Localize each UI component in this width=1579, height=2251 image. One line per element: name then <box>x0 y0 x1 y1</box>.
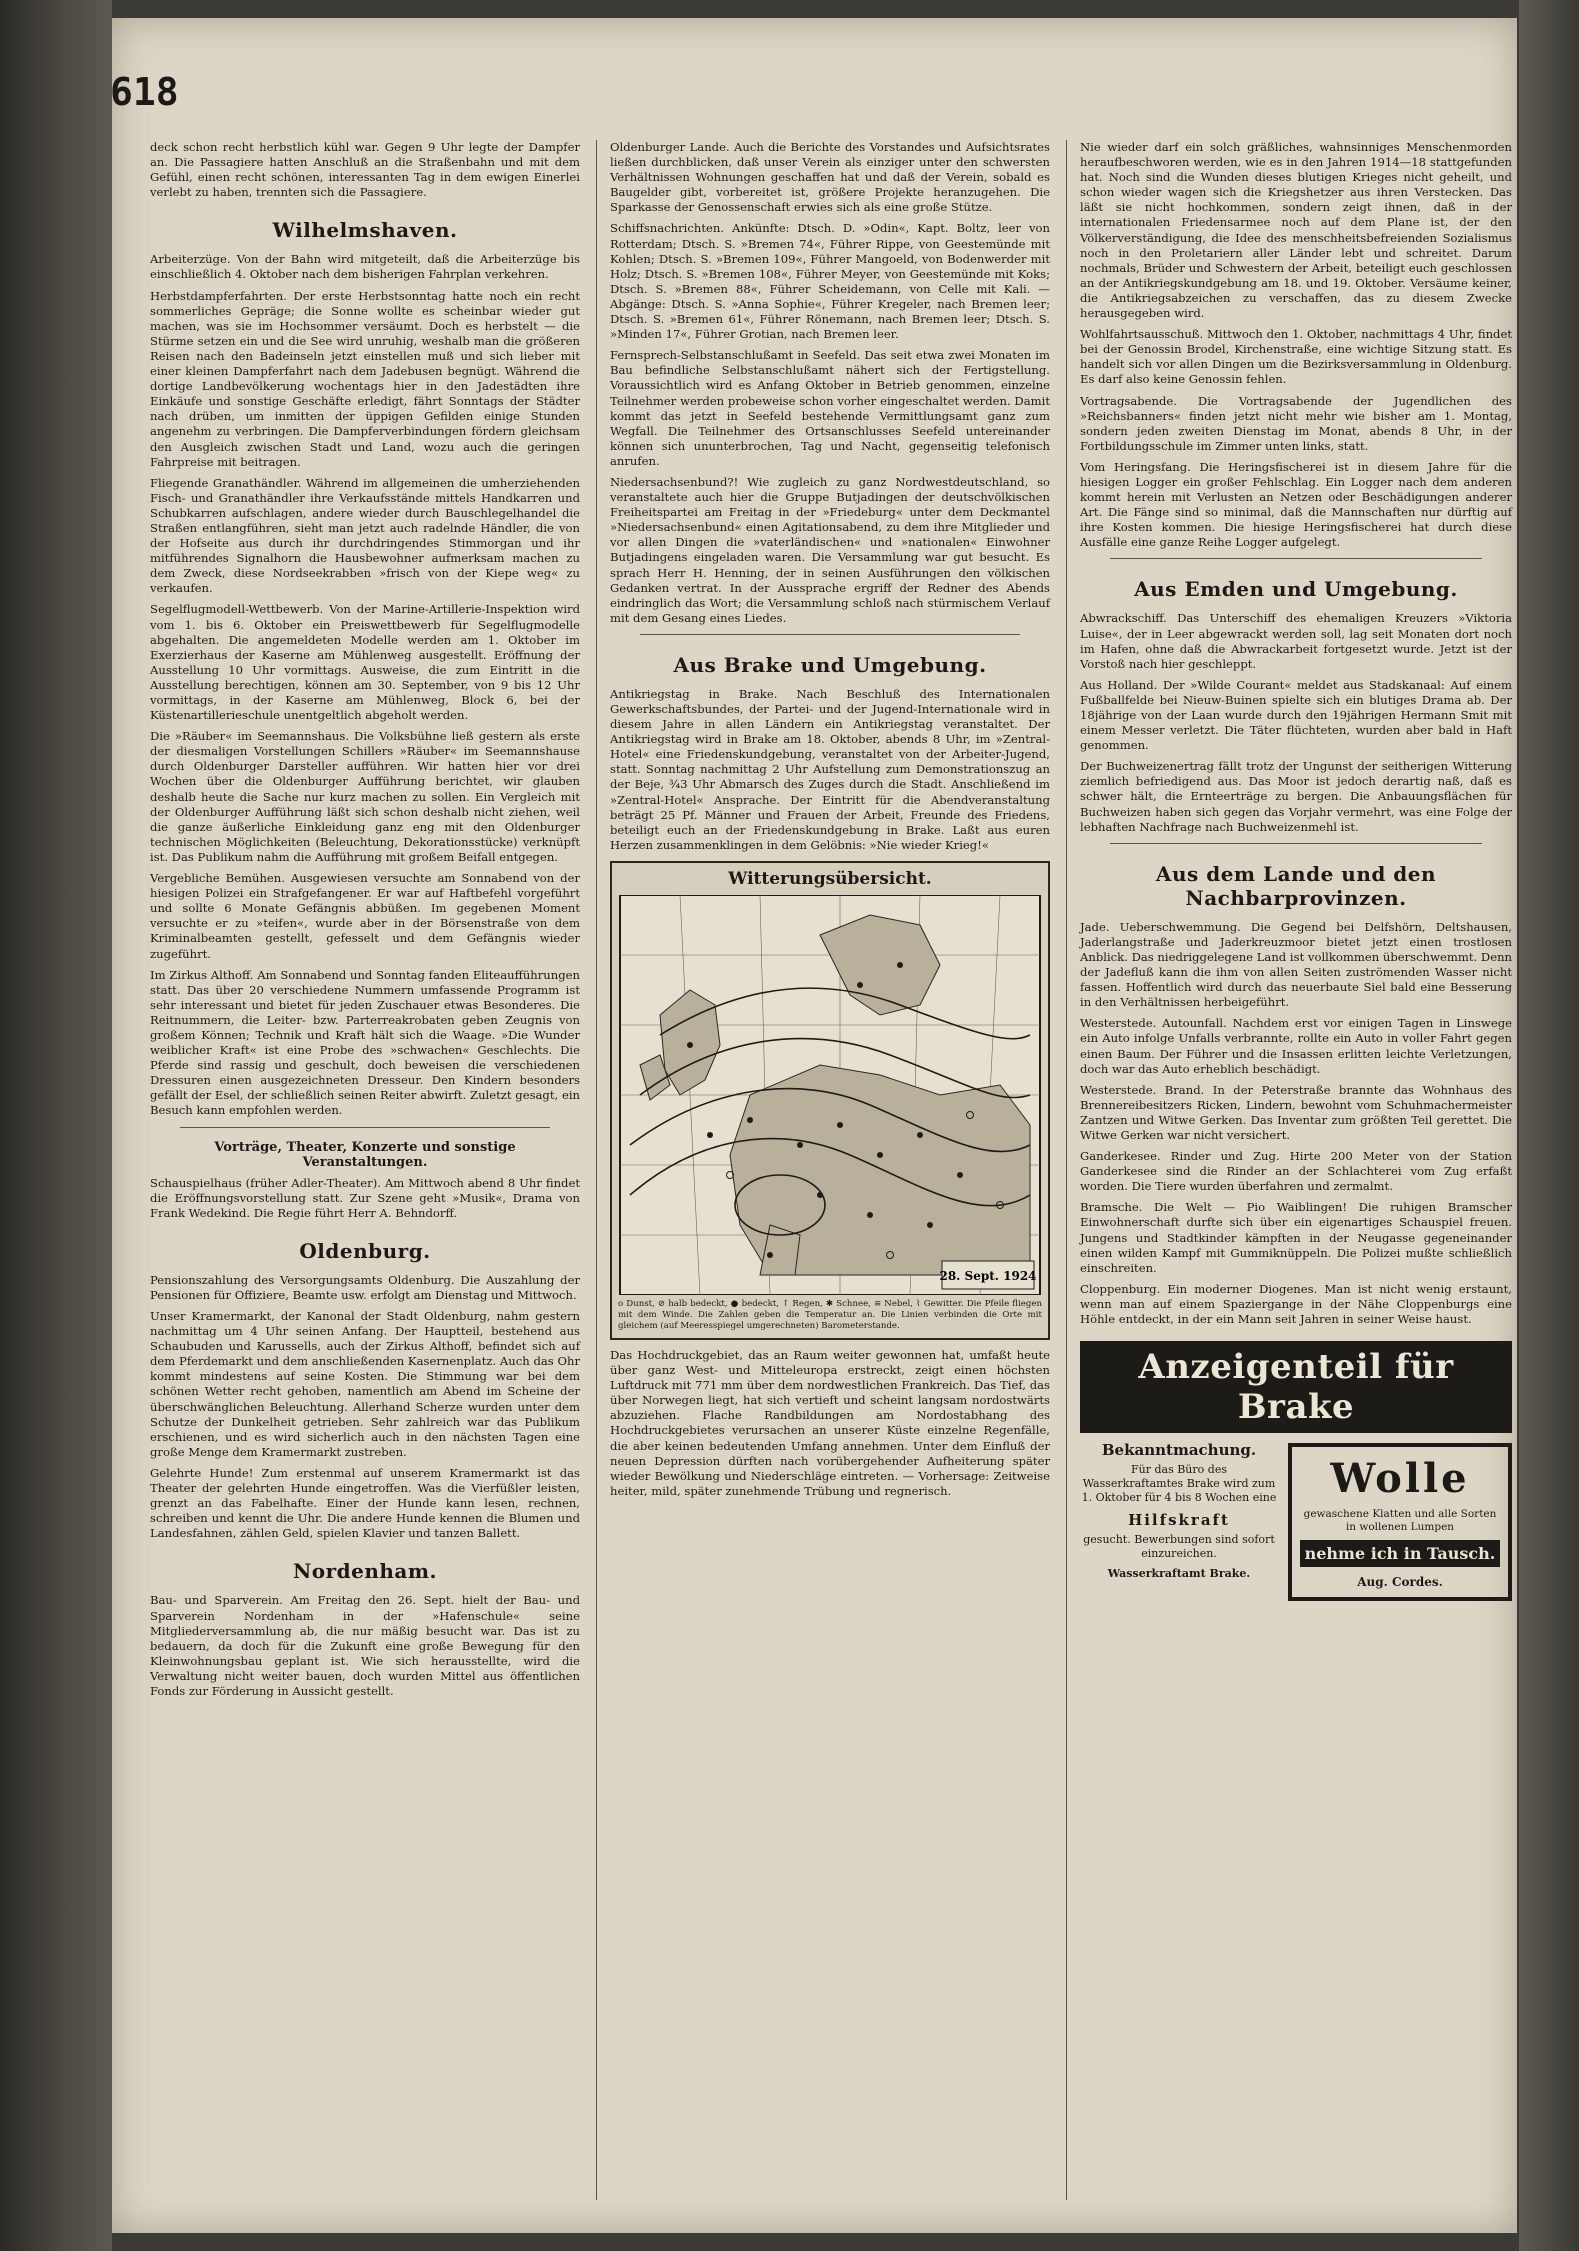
section-heading: Nordenham. <box>292 1559 438 1584</box>
notice-text-2: gesucht. Bewerbungen sind sofort einzureichen. <box>1083 1533 1275 1561</box>
divider <box>180 1127 550 1128</box>
article-paragraph: Bau- und Sparverein. Am Freitag den 26. Sept. hielt der Bau- und Sparverein Nordenham in der »Hafenschule« seine Mitgliederversammlung ab, die nur mäßig besucht war. Das ist zu bedauern, da doch für die Zukunft eine große Bewegung für den Kleinwohnungsbau geplant ist. Wie sich herausstellte, wird die Verwaltung nicht weiter bauen, doch wurden Mittel aus öffentlichen Fonds zur Förderung in Aussicht gestellt. <box>150 1593 580 1698</box>
wool-cta: nehme ich in Tausch. <box>1300 1540 1500 1567</box>
article-paragraph: Im Zirkus Althoff. Am Sonnabend und Sonntag fanden Eliteaufführungen statt. Das über 20 verschiedene Nummern umfassende Programm ist sehr interessant und bietet für jeden Zuschauer etwas Besonderes. Die Reitnummern, die Leiter- bzw. Parterreakrobaten geben Zeugnis von großem Können; Technik und Kraft hält sich die Waage. »Die Wunder weiblicher Kraft« ist eine Probe des »schwachen« Geschlechts. Die Pferde sind rassig und geschult, doch beweisen die verschiedenen Dressuren einen ausgezeichneten Dresseur. Den Kindern besonders gefällt der Esel, der schließlich seinen Reiter abwirft. Zuletzt gesagt, ein Besuch kann empfohlen werden. <box>150 967 580 1118</box>
book-binding-left <box>0 0 112 2251</box>
map-date: 28. Sept. 1924 <box>939 1268 1037 1283</box>
weather-map <box>618 895 1042 1295</box>
article-paragraph: Westerstede. Brand. In der Peterstraße brannte das Wohnhaus des Brennereibesitzers Ricken, Lindern, bewohnt vom Schuhmachermeister Zantzen und Witwe Gerken. Das Inventar zum größten Teil gerettet. Die Witwe Gerken war nicht versichert. <box>1080 1082 1512 1142</box>
article-paragraph: Fernsprech-Selbstanschlußamt in Seefeld. Das seit etwa zwei Monaten im Bau befindliche Selbstanschlußamt nähert sich der Fertigstellung. Voraussichtlich wird es Anfang Oktober in Betrieb genommen, einzelne Teilnehmer werden probeweise schon vorher eingeschaltet werden. Damit kommt das jetzt in Seefeld bestehende Vermittlungsamt ganz zum Wegfall. Die Teilnehmer des Ortsanschlusses Seefeld untereinander können sich ununterbrochen, Tag und Nacht, gegenseitig telefonisch anrufen. <box>610 348 1050 468</box>
article-paragraph: Niedersachsenbund?! Wie zugleich zu ganz Nordwestdeutschland, so veranstaltete auch hier die Gruppe Butjadingen der deutschvölkischen Freiheitspartei am Freitag in der »Friedeburg« unter dem Deckmantel »Niedersachsenbund« einen Agitationsabend, zu dem ihre Mitglieder und vor allen Dingen die »vaterländischen« und »nationalen« Einwohner Butjadingens eingeladen waren. Die Versammlung war gut besucht. Es sprach Herr H. Henning, der in seinen Ausführungen den völkischen Gedanken vertrat. In der Aussprache ergriff der Redner des Abends eindringlich das Wort; die Versammlung schloß nach stürmischem Verlauf mit dem Gesang eines Liedes. <box>610 474 1050 625</box>
section-heading: Aus Brake und Umgebung. <box>673 652 987 677</box>
divider <box>640 634 1020 635</box>
article-paragraph: Abwrackschiff. Das Unterschiff des ehemaligen Kreuzers »Viktoria Luise«, der in Leer abgewrackt werden soll, lag seit Monaten dort noch im Hafen, ohne daß die Abwrackarbeit fortgesetzt wurde. Jetzt ist der Vorstoß nach hier geschleppt. <box>1080 611 1512 671</box>
ad-section-banner: Anzeigenteil für Brake <box>1080 1341 1512 1433</box>
section-heading: Wilhelmshaven. <box>272 218 458 243</box>
column-rule <box>1066 140 1067 2200</box>
article-paragraph: Der Buchweizenertrag fällt trotz der Ungunst der seitherigen Witterung ziemlich befriedigend aus. Das Moor ist jedoch derartig naß, daß es schwer hält, die Ernteerträge zu bergen. Die Anbauungsflächen für Buchweizen haben sich gegen das Vorjahr vermehrt, was eine Folge der lebhaften Nachfrage nach Buchweizenmehl ist. <box>1080 759 1512 834</box>
article-paragraph: Das Hochdruckgebiet, das an Raum weiter gewonnen hat, umfaßt heute über ganz West- und Mitteleuropa erstreckt, zeigt einen höchsten Luftdruck mit 771 mm über dem nordwestlichen Frankreich. Das Tief, das über Norwegen liegt, hat sich vertieft und scheint langsam nordostwärts abzuziehen. Flache Randbildungen am Nordostabhang des Hochdruckgebietes verursachen an unserer Küste einzelne Regenfälle, die aber keinen bedeutenden Umfang annehmen. Unter dem Einfluß der neuen Depression dürften nach vorübergehender Aufheiterung später wieder Bewölkung und Niederschläge eintreten. — Vorhersage: Zeitweise heiter, mild, später zunehmende Trübung und regnerisch. <box>610 1347 1050 1498</box>
article-paragraph: Vergebliche Bemühen. Ausgewiesen versuchte am Sonnabend von der hiesigen Polizei ein Strafgefangener. Er war auf Haftbefehl vorgeführt und sollte 6 Monate Gefängnis abbüßen. Im gegebenen Moment versuchte er zu »teifen«, wurde aber in der Börsenstraße von dem Kriminalbeamten gestellt, gefesselt und dem Gefängnis wieder zugeführt. <box>150 871 580 961</box>
wool-title: Wolle <box>1330 1455 1470 1503</box>
article-paragraph: Vortragsabende. Die Vortragsabende der Jugendlichen des »Reichsbanners« finden jetzt nicht mehr wie bisher am 1. Montag, sondern jeden zweiten Dienstag im Monat, abends 8 Uhr, in der Fortbildungsschule im Zimmer unten links, statt. <box>1080 393 1512 453</box>
book-binding-right <box>1519 0 1579 2251</box>
map-legend: o Dunst, ⊘ halb bedeckt, ● bedeckt, ↑ Regen, ✱ Schnee, ≡ Nebel, ⌇ Gewitter. Die Pfeile fliegen mit dem Winde. Die Zahlen geben die Temperatur an. Die Linien verbinden die Orte mit gleichem (auf Meeresspiegel umgerechneten) Barometerstande. <box>618 1298 1042 1331</box>
column-2 <box>610 140 1050 1505</box>
article-paragraph: Die »Räuber« im Seemannshaus. Die Volksbühne ließ gestern als erste der diesmaligen Vorstellungen Schillers »Räuber« im Seemannshause durch Oldenburger Darsteller aufführen. Wir hatten hier vor drei Wochen über die Oldenburger Aufführung berichtet, wir glauben deshalb heute die Sache nur kurz machen zu sollen. Ein Vergleich mit der Oldenburger Aufführung läßt sich schon deshalb nicht ziehen, weil die ganze äußerliche Einkleidung ganz eng mit den Oldenburger technischen Möglichkeiten (Beleuchtung, Dekorationsstücke) verknüpft ist. Das Publikum nahm die Aufführung mit großem Beifall entgegen. <box>150 729 580 864</box>
notice-text: Für das Büro des Wasserkraftamtes Brake wird zum 1. Oktober für 4 bis 8 Wochen eine <box>1081 1463 1277 1505</box>
article-paragraph: Antikriegstag in Brake. Nach Beschluß des Internationalen Gewerkschaftsbundes, der Partei- und der Jugend-Internationale wird in diesem Jahre in allen Ländern ein Antikriegstag veranstaltet. Der Antikriegstag wird in Brake am 18. Oktober, abends 8 Uhr, im »Zentral-Hotel« eine Friedenskundgebung, veranstaltet von der Arbeiter-Jugend, statt. Sonntag nachmittag 2 Uhr Aufstellung zum Demonstrationszug an der Beje, ¾3 Uhr Abmarsch des Zuges durch die Stadt. Anschließend im »Zentral-Hotel« Ansprache. Der Eintritt für die Abendveranstaltung beträgt 25 Pf. Männer und Frauen der Arbeit, Freunde des Friedens, beteiligt euch an der Friedenskundgebung in Brake. Laßt aus euren Herzen zusammenklingen in dem Gelöbnis: »Nie wieder Krieg!« <box>610 686 1050 852</box>
notice-label: Hilfskraft <box>1128 1511 1230 1530</box>
wool-text: gewaschene Klatten und alle Sorten in wollenen Lumpen <box>1303 1508 1497 1534</box>
article-paragraph: Gelehrte Hunde! Zum erstenmal auf unserem Kramermarkt ist das Theater der gelehrten Hunde eingetroffen. Was die Vierfüßler leisten, grenzt an das Fabelhafte. Einer der Hunde kann lesen, rechnen, schreiben und kennt die Uhr. Die andere Hunde kennen die Blumen und Landesfahnen, zählen Geld, spielen Klavier und tanzen Ballett. <box>150 1465 580 1541</box>
article-paragraph: Aus Holland. Der »Wilde Courant« meldet aus Stadskanaal: Auf einem Fußballfelde bei Nieuw-Buinen spielte sich ein blutiges Drama ab. Der 18jährige von der Laan wurde durch den 19jährigen Hermann Smit mit einem Messer verletzt. Die Täter flüchteten, wurden aber bald in Haft genommen. <box>1080 677 1512 753</box>
weather-title: Witterungsübersicht. <box>728 868 932 889</box>
article-paragraph: Ganderkesee. Rinder und Zug. Hirte 200 Meter von der Station Ganderkesee sind die Rinder an der Schlachterei vom Zug erfaßt worden. Die Tiere wurden überfahren und zermalmt. <box>1080 1149 1512 1194</box>
column-3 <box>1080 140 1512 1601</box>
divider <box>1110 843 1482 844</box>
wool-signature: Aug. Cordes. <box>1357 1575 1443 1590</box>
weather-map-box <box>610 861 1050 1340</box>
article-paragraph: Unser Kramermarkt, der Kanonal der Stadt Oldenburg, nahm gestern nachmittag um 4 Uhr seinen Anfang. Der Hauptteil, bestehend aus Schaubuden und Karussells, auch der Zirkus Althoff, befindet sich auf dem Pferdemarkt und dem anschließenden Kasernenplatz. Auch das Ohr kommt mindestens auf seine Kosten. Die Stimmung war bei dem schönen Wetter recht gehoben, namentlich am Abend im Scheine der überschwänglichen Beleuchtung. Allerhand Scherze wurden unter dem Schutze der Dunkelheit getrieben. Sehr zahlreich war das Publikum erschienen, und es wird sicherlich auch in den nächsten Tagen eine große Menge dem Kramermarkt zustreben. <box>150 1309 580 1459</box>
divider <box>1110 558 1482 559</box>
notice-title: Bekanntmachung. <box>1101 1441 1257 1460</box>
section-heading: Aus Emden und Umgebung. <box>1134 577 1458 602</box>
ad-row <box>1080 1443 1512 1601</box>
article-paragraph: Jade. Ueberschwemmung. Die Gegend bei Delfshörn, Deltshausen, Jaderlangstraße und Jaderkreuzmoor bietet jetzt einen trostlosen Anblick. Das niedriggelegene Land ist vollkommen überschwemmt. Denn der Jadefluß kann die ihm von allen Seiten zuströmenden Wasser nicht fassen. Hoffentlich wird durch das neuerbaute Siel bald eine Besserung in den Verhältnissen herbeigeführt. <box>1080 919 1512 1010</box>
column-1 <box>150 140 580 1705</box>
article-paragraph: Cloppenburg. Ein moderner Diogenes. Man ist nicht wenig erstaunt, wenn man auf einem Spaziergange in der Nähe Cloppenburgs eine Höhle entdeckt, in der ein Mann seit Jahren in seiner Weise haust. <box>1080 1281 1512 1326</box>
article-paragraph: Schauspielhaus (früher Adler-Theater). Am Mittwoch abend 8 Uhr findet die Eröffnungsvorstellung statt. Zur Szene geht »Musik«, Drama von Frank Wedekind. Die Regie führt Herr A. Behndorff. <box>150 1175 580 1220</box>
article-paragraph: Bramsche. Die Welt — Pio Waiblingen! Die ruhigen Bramscher Einwohnerschaft durfte sich über ein eigenartiges Schauspiel freuen. Jungens und Stadtkinder kämpften in der Neugasse gegeneinander einen wilden Kampf mit Gummiknüppeln. Die Polizei mußte schließlich einschreiten. <box>1080 1200 1512 1275</box>
article-paragraph: Oldenburger Lande. Auch die Berichte des Vorstandes und Aufsichtsrates ließen durchblicken, daß unser Verein als einziger unter den schwersten Verhältnissen Wohnungen geschaffen hat und daß der Verein, sobald es Baugelder gibt, vorbereitet ist, größere Projekte heranzugehen. Die Sparkasse der Genossenschaft erwies sich als eine große Stütze. <box>610 140 1050 215</box>
article-paragraph: Vom Heringsfang. Die Heringsfischerei ist in diesem Jahre für die hiesigen Logger ein großer Fehlschlag. Ein Logger nach dem anderen kommt herein mit Verlusten an Netzen oder Beschädigungen anderer Art. Die Fänge sind so minimal, daß die Mannschaften nur dürftig auf ihre Kosten kommen. Die hiesige Heringsfischerei hat durch diese Ausfälle eine ganze Reihe Logger aufgelegt. <box>1080 459 1512 550</box>
notice-ad <box>1080 1443 1278 1601</box>
article-paragraph: Fliegende Granathändler. Während im allgemeinen die umherziehenden Fisch- und Granathändler ihre Verkaufsstände mittels Handkarren und Schubkarren aufschlagen, andere wieder durch Bauschlegelhandel die Straßen entlangführen, sieht man jetzt auch radelnde Händler, die von der Hofseite aus durch ihr durchdringendes Stimmorgan und ihr mitführendes Signalhorn die Hausbewohner aufmerksam machen zu dem Zweck, diese Nordseekrabben »frisch von der Kiepe weg« zu verkaufen. <box>150 475 580 596</box>
article-paragraph: Herbstdampferfahrten. Der erste Herbstsonntag hatte noch ein recht sommerliches Gepräge; die Sonne wollte es scheinbar wieder gut machen, was sie im Hochsommer versäumt. Doch es herbstelt — die Stürme setzen ein und die See wird unruhig, weshalb man die größeren Reisen nach den Badeinseln jetzt einstellen muß und sich lieber mit einer kleinen Dampferfahrt nach dem Jadebusen begnügt. Während die dortige Landbevölkerung wochentags hier in den Jadestädten ihre Einkäufe und sonstige Geschäfte erledigt, fährt Sonntags der Städter nach drüben, um inmitten der üppigen Gefilden einige Stunden angenehm zu verbringen. Die Dampferverbindungen fördern gleichsam den Ausgleich zwischen Stadt und Land, wozu auch die geringen Fahrpreise mit beitragen. <box>150 288 580 469</box>
section-heading: Vorträge, Theater, Konzerte und sonstige Veranstaltungen. <box>214 1139 516 1170</box>
article-paragraph: deck schon recht herbstlich kühl war. Gegen 9 Uhr legte der Dampfer an. Die Passagiere hatten Anschluß an die Straßenbahn und mit dem Gefühl, einen recht schönen, interessanten Tag in dem ewigen Einerlei verlebt zu haben, trennten sich die Passagiere. <box>150 140 580 200</box>
article-paragraph: Wohlfahrtsausschuß. Mittwoch den 1. Oktober, nachmittags 4 Uhr, findet bei der Genossin Brodel, Kirchenstraße, eine wichtige Sitzung statt. Es handelt sich vor allen Dingen um die Bezirksversammlung in Oldenburg. Es darf also keine Genossin fehlen. <box>1080 327 1512 387</box>
article-paragraph: Schiffsnachrichten. Ankünfte: Dtsch. D. »Odin«, Kapt. Boltz, leer von Rotterdam; Dtsch. S. »Bremen 74«, Führer Rippe, von Geestemünde mit Kohlen; Dtsch. S. »Bremen 109«, Führer Mangoeld, von Bodenwerder mit Holz; Dtsch. S. »Bremen 108«, Führer Meyer, von Geestemünde mit Koks; Dtsch. S. »Bremen 88«, Führer Scheidemann, von Celle mit Kali. — Abgänge: Dtsch. S. »Anna Sophie«, Führer Kregeler, nach Bremen leer; Dtsch. S. »Bremen 61«, Führer Rönemann, nach Bremen leer; Dtsch. S. »Minden 17«, Führer Grotian, nach Bremen leer. <box>610 221 1050 342</box>
article-paragraph: Pensionszahlung des Versorgungsamts Oldenburg. Die Auszahlung der Pensionen für Offiziere, Beamte usw. erfolgt am Dienstag und Mittwoch. <box>150 1272 580 1302</box>
page-number: 618 <box>110 70 179 114</box>
notice-signature: Wasserkraftamt Brake. <box>1107 1567 1251 1581</box>
section-heading: Aus dem Lande und den Nachbarprovinzen. <box>1155 861 1437 910</box>
article-paragraph: Arbeiterzüge. Von der Bahn wird mitgeteilt, daß die Arbeiterzüge bis einschließlich 4. Oktober nach dem bisherigen Fahrplan verkehren. <box>150 252 580 282</box>
article-paragraph: Segelflugmodell-Wettbewerb. Von der Marine-Artillerie-Inspektion wird vom 1. bis 6. Oktober ein Preiswettbewerb für Segelflugmodelle abgehalten. Die angemeldeten Modelle werden am 1. Oktober im Exerzierhaus der Kaserne am Mühlenweg ausgestellt. Eröffnung der Ausstellung 10 Uhr vormittags. Ausweise, die zum Eintritt in die Ausstellung berechtigen, können am 30. September, von 9 bis 12 Uhr vormittags, in der Kaserne am Mühlenweg, Block 6, bei der Küstenartillerieschule unentgeltlich abgeholt werden. <box>150 602 580 723</box>
section-heading: Oldenburg. <box>299 1238 431 1263</box>
column-rule <box>596 140 597 2200</box>
article-paragraph: Westerstede. Autounfall. Nachdem erst vor einigen Tagen in Linswege ein Auto infolge Unfalls verbrannte, rollte ein Auto in voller Fahrt gegen einen Baum. Der Führer und die Insassen erlitten leichte Verletzungen, doch war das Auto erheblich beschädigt. <box>1080 1016 1512 1076</box>
wool-ad <box>1288 1443 1512 1601</box>
article-paragraph: Nie wieder darf ein solch gräßliches, wahnsinniges Menschenmorden heraufbeschworen werden, wie es in den Jahren 1914—18 stattgefunden hat. Noch sind die Wunden dieses blutigen Krieges nicht geheilt, und schon wieder wagen sich die Kriegshetzer aus ihren Verstecken. Das läßt sie nicht hochkommen, sondern zeigt ihnen, daß in der internationalen Friedensarmee noch auf dem Plane ist, der den Völkerverständigung, die Idee des menschheitsbefreienden Sozialismus noch in den Proletariern aller Länder lebt und schreitet. Darum nochmals, Brüder und Schwestern der Arbeit, beteiligt euch geschlossen an der Antikriegskundgebung am 18. und 19. Oktober. Versäume keiner, die Antikriegsabzeichen zu verschaffen, das zu diesem Zwecke herausgegeben wird. <box>1080 140 1512 321</box>
